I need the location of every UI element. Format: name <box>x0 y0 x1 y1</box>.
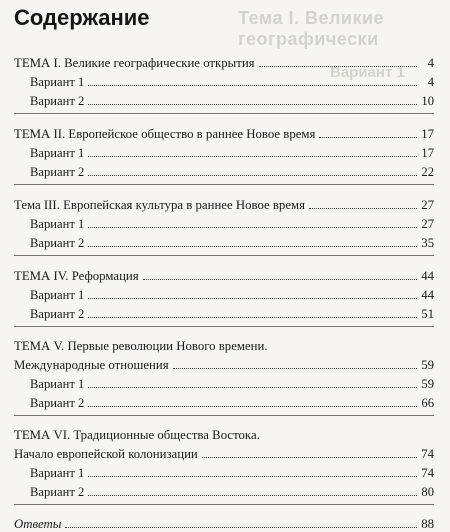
toc-topic-4-variant-1[interactable] <box>14 284 434 303</box>
toc-topic-4-variant-1-page-number: 44 <box>421 288 434 302</box>
dot-leader <box>143 278 417 280</box>
bleed-through-header: Тема I. Великие географически <box>238 8 385 49</box>
toc-answers-label: Ответы <box>14 517 62 531</box>
toc-topic-5-variant-1[interactable] <box>14 373 434 392</box>
dot-leader <box>88 245 417 247</box>
dot-leader <box>88 84 417 86</box>
toc-topic-5-line-2[interactable] <box>14 354 434 373</box>
section-divider <box>14 184 434 185</box>
toc-topic-4-variant-2[interactable] <box>14 303 434 322</box>
toc-topic-2-page-number: 17 <box>421 127 434 141</box>
dot-leader <box>88 316 417 318</box>
toc-topic-5-line-1-label: ТЕМА V. Первые революции Нового времени. <box>14 339 268 353</box>
toc-topic-3-variant-2-page-number: 35 <box>421 236 434 250</box>
dot-leader <box>88 226 417 228</box>
toc-topic-6-line-1-label: ТЕМА VI. Традиционные общества Востока. <box>14 428 260 442</box>
toc-topic-3-variant-2-label: Вариант 2 <box>30 236 85 250</box>
toc-topic-2-variant-2[interactable] <box>14 161 434 180</box>
section-divider <box>14 255 434 256</box>
toc-topic-5-variant-1-page-number: 59 <box>421 377 434 391</box>
toc-topic-6-line-1[interactable] <box>14 425 434 443</box>
toc-topic-5-line-2-label: Международные отношения <box>14 358 169 372</box>
toc-topic-6-line-2-label: Начало европейской колонизации <box>14 447 198 461</box>
toc-topic-2-variant-2-page-number: 22 <box>421 165 434 179</box>
toc-topic-2-label: ТЕМА II. Европейское общество в раннее Новое время <box>14 127 316 141</box>
toc-topic-3-label: Тема III. Европейская культура в раннее Новое время <box>14 198 305 212</box>
toc-topic-3-variant-1[interactable] <box>14 213 434 232</box>
toc-topic-5-line-1[interactable] <box>14 336 434 354</box>
toc-topic-1-variant-2[interactable] <box>14 90 434 109</box>
toc-topic-4-page-number: 44 <box>421 269 434 283</box>
dot-leader <box>319 136 417 138</box>
toc-topic-3-variant-2[interactable] <box>14 232 434 251</box>
dot-leader <box>173 367 417 369</box>
toc-topic-5-variant-2-label: Вариант 2 <box>30 396 85 410</box>
toc-topic-6-variant-2-page-number: 80 <box>421 485 434 499</box>
toc-topic-5-variant-2-page-number: 66 <box>421 396 434 410</box>
dot-leader <box>88 386 417 388</box>
toc-topic-4-variant-2-page-number: 51 <box>421 307 434 321</box>
toc-topic-6-variant-2-label: Вариант 2 <box>30 485 85 499</box>
dot-leader <box>88 174 417 176</box>
section-divider <box>14 415 434 416</box>
toc-topic-1-variant-1-label: Вариант 1 <box>30 75 85 89</box>
toc-topic-4-variant-2-label: Вариант 2 <box>30 307 85 321</box>
toc-topic-3-variant-1-page-number: 27 <box>421 217 434 231</box>
toc-topic-1[interactable] <box>14 52 434 71</box>
toc-topic-6-variant-1-label: Вариант 1 <box>30 466 85 480</box>
toc-topic-5-variant-1-label: Вариант 1 <box>30 377 85 391</box>
toc-topic-6-variant-2[interactable] <box>14 481 434 500</box>
dot-leader <box>202 456 417 458</box>
dot-leader <box>88 494 417 496</box>
toc-topic-3-page-number: 27 <box>421 198 434 212</box>
toc-topic-6-line-2-page-number: 74 <box>421 447 434 461</box>
toc-topic-5-variant-2[interactable] <box>14 392 434 411</box>
toc-topic-2-variant-1[interactable] <box>14 142 434 161</box>
toc-topic-1-variant-2-label: Вариант 2 <box>30 94 85 108</box>
bleed-through-variant: Вариант 1 <box>330 64 405 81</box>
dot-leader <box>88 297 417 299</box>
dot-leader <box>259 65 417 67</box>
toc-topic-6-variant-1[interactable] <box>14 462 434 481</box>
toc-topic-6-line-2[interactable] <box>14 443 434 462</box>
dot-leader <box>88 103 417 105</box>
toc-topic-1-label: ТЕМА I. Великие географические открытия <box>14 56 255 70</box>
toc-answers[interactable] <box>14 513 434 532</box>
toc-topic-2[interactable] <box>14 123 434 142</box>
table-of-contents <box>14 52 434 532</box>
toc-topic-5-line-2-page-number: 59 <box>421 358 434 372</box>
toc-topic-2-variant-1-page-number: 17 <box>421 146 434 160</box>
page-title: Содержание <box>14 5 150 30</box>
toc-topic-2-variant-2-label: Вариант 2 <box>30 165 85 179</box>
toc-topic-1-page-number: 4 <box>427 56 434 70</box>
toc-topic-1-variant-1[interactable] <box>14 71 434 90</box>
dot-leader <box>88 155 417 157</box>
section-divider <box>14 113 434 114</box>
dot-leader <box>65 526 417 528</box>
section-divider <box>14 326 434 327</box>
dot-leader <box>88 405 417 407</box>
toc-topic-2-variant-1-label: Вариант 1 <box>30 146 85 160</box>
toc-topic-6-variant-1-page-number: 74 <box>421 466 434 480</box>
dot-leader <box>88 475 417 477</box>
section-divider <box>14 504 434 505</box>
toc-answers-page-number: 88 <box>421 517 434 531</box>
toc-topic-4-variant-1-label: Вариант 1 <box>30 288 85 302</box>
toc-topic-3-variant-1-label: Вариант 1 <box>30 217 85 231</box>
dot-leader <box>309 207 417 209</box>
toc-topic-1-variant-2-page-number: 10 <box>421 94 434 108</box>
toc-topic-3[interactable] <box>14 194 434 213</box>
toc-topic-1-variant-1-page-number: 4 <box>427 75 434 89</box>
toc-topic-4[interactable] <box>14 265 434 284</box>
toc-topic-4-label: ТЕМА IV. Реформация <box>14 269 139 283</box>
